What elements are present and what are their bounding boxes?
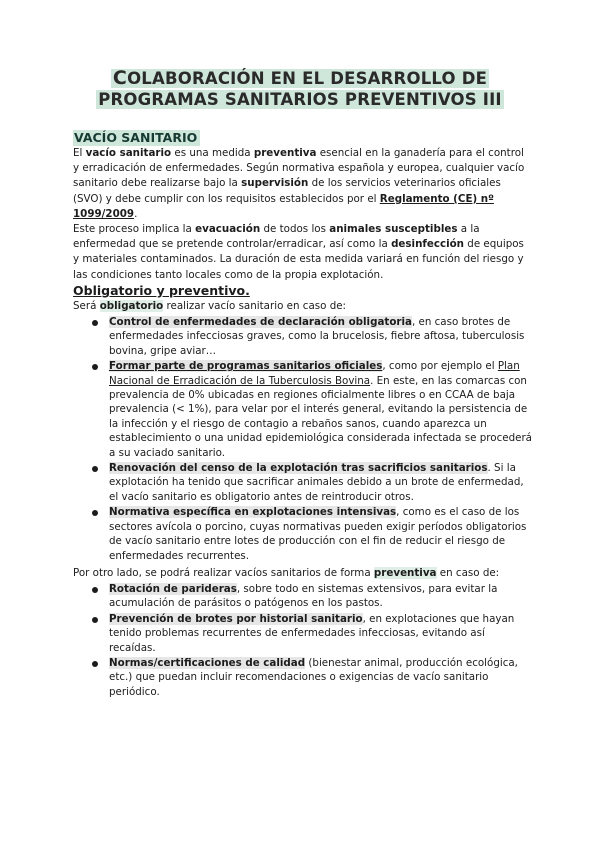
paragraph-vacio-2: Este proceso implica la evacuación de todos los animales susceptibles a la enfermedad que se pretende controlar/erradicar, así como la desinfección de equipos y materiales contaminados. La duración de esta medida variará en función del riesgo y las condiciones tanto locales como de la propia explotación. — [73, 223, 524, 281]
list-item: Renovación del censo de la explotación tras sacrificios sanitarios. Si la explotación ha tenido que sacrificar animales debido a un brote de enfermedad, el vacío sanitario es obligatorio antes de reintroducir otros. — [88, 461, 533, 504]
regulation-reference: Reglamento (CE) nº 1099/2009 — [73, 192, 494, 220]
list-item: Prevención de brotes por historial sanitario, en explotaciones que hayan tenido problemas recurrentes de enfermedades infecciosas, evitando así recaídas. — [88, 612, 533, 655]
list-item: Rotación de parideras, sobre todo en sistemas extensivos, para evitar la acumulación de parásitos o patógenos en los pastos. — [88, 582, 533, 611]
list-item: Normativa específica en explotaciones intensivas, como es el caso de los sectores avícola o porcino, cuyas normativas pueden exigir períodos obligatorios de vacío sanitario entre lotes de producción con el fin de reducir el riesgo de enfermedades recurrentes. — [88, 505, 533, 563]
page-title — [60, 68, 540, 110]
section-heading-vacio: VACÍO SANITARIO — [73, 130, 200, 146]
paragraph-vacio-1: El vacío sanitario es una medida preventiva esencial en la ganadería para el control y erradicación de enfermedades. Según normativa española y europea, cualquier vacío sanitario debe realizarse bajo la supervisión de los servicios veterinarios oficiales (SVO) y debe cumplir con los requisitos establecidos por el Reglamento (CE) nº 1099/2009. — [73, 147, 525, 220]
subheading-obligatorio: Obligatorio y preventivo. — [73, 283, 250, 298]
list-obligatorio — [88, 315, 533, 564]
paragraph-obligatorio-intro: Será obligatorio realizar vacío sanitario en caso de: — [73, 300, 347, 312]
paragraph-preventivo-intro: Por otro lado, se podrá realizar vacíos sanitarios de forma preventiva en caso de: — [73, 567, 500, 579]
list-item: Control de enfermedades de declaración obligatoria, en caso brotes de enfermedades infecciosas graves, como la brucelosis, fiebre aftosa, tuberculosis bovina, gripe aviar… — [88, 315, 533, 358]
list-item: Formar parte de programas sanitarios oficiales, como por ejemplo el Plan Nacional de Erradicación de la Tuberculosis Bovina. En este, en las comarcas con prevalencia de 0% ubicadas en regiones oficialmente libres o en CCAA de baja prevalencia (< 1%), para velar por el interés general, evitando la persistencia de la infección y el riesgo de contagio a rebaños sanos, cuando aparezca un establecimiento o una unidad epidemiológica considerada infectada se procederá a su vaciado sanitario. — [88, 359, 533, 460]
list-item: Normas/certificaciones de calidad (bienestar animal, producción ecológica, etc.) que puedan incluir recomendaciones o exigencias de vacío sanitario periódico. — [88, 656, 533, 699]
title-line-1: COLABORACIÓN EN EL DESARROLLO DE — [112, 67, 488, 89]
title-line-2: PROGRAMAS SANITARIOS PREVENTIVOS III — [98, 90, 502, 109]
list-preventivo — [88, 582, 533, 700]
